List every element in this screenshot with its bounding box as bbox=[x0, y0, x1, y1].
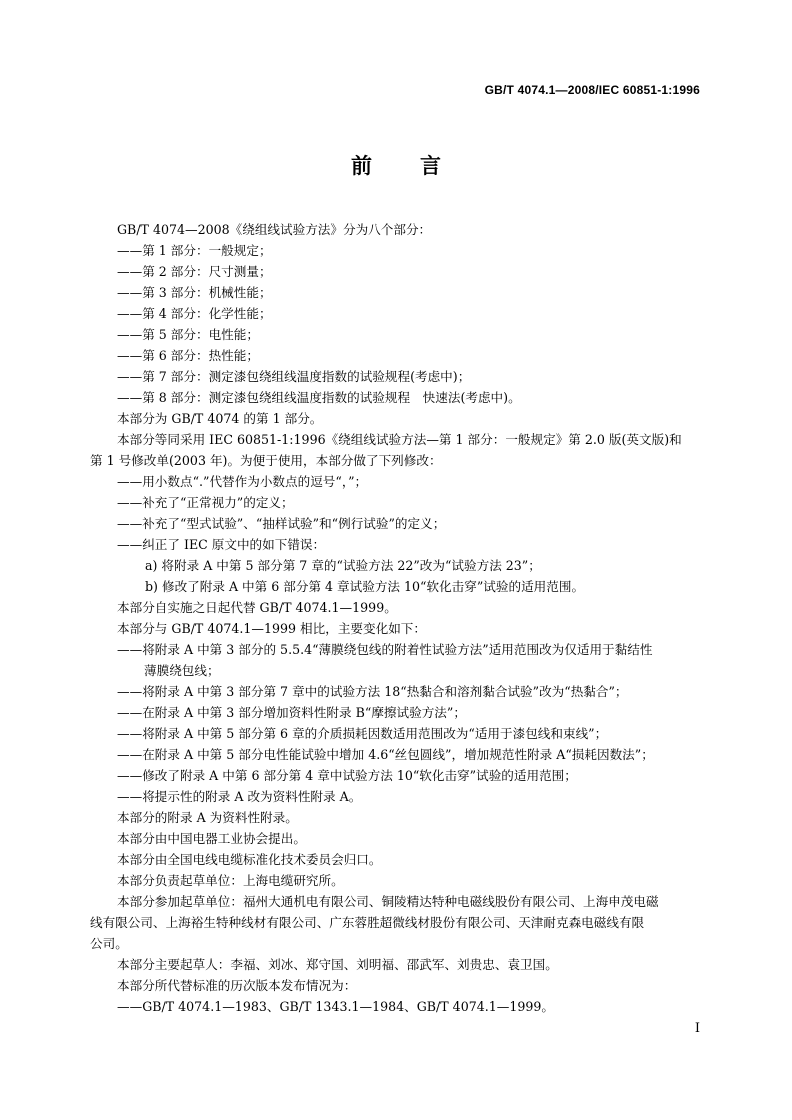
text-line: ——在附录 A 中第 3 部分增加资料性附录 B“摩擦试验方法”； bbox=[117, 705, 466, 720]
title-char-1: 前 bbox=[351, 154, 372, 178]
page-title bbox=[0, 150, 792, 180]
foreword-body bbox=[90, 219, 702, 1017]
text-line: 线有限公司、上海裕生特种线材有限公司、广东蓉胜超微线材股份有限公司、天津耐克森电磁线有限 bbox=[90, 915, 645, 930]
text-line: 本部分主要起草人：李福、刘冰、郑守国、刘明福、邵武军、刘贵忠、袁卫国。 bbox=[117, 957, 558, 972]
text-line: ——将附录 A 中第 3 部分的 5.5.4“薄膜绕包线的附着性试验方法”适用范围改为仅适用于黏结性 bbox=[117, 642, 653, 657]
text-line: 本部分由中国电器工业协会提出。 bbox=[117, 831, 306, 846]
text-line: b) 修改了附录 A 中第 6 部分第 4 章试验方法 10“软化击穿”试验的适用范围。 bbox=[145, 579, 585, 594]
text-line: ——补充了“正常视力”的定义； bbox=[117, 495, 294, 510]
text-line: ——第 1 部分：一般规定； bbox=[117, 243, 272, 258]
text-line: ——将提示性的附录 A 改为资料性附录 A。 bbox=[117, 789, 362, 804]
text-line: ——第 7 部分：测定漆包绕组线温度指数的试验规程(考虑中)； bbox=[117, 369, 471, 384]
page-number: I bbox=[694, 1021, 700, 1036]
text-line: 薄膜绕包线； bbox=[144, 663, 220, 678]
standard-code-header: GB/T 4074.1—2008/IEC 60851-1:1996 bbox=[484, 83, 700, 97]
text-line: ——第 3 部分：机械性能； bbox=[117, 285, 272, 300]
text-line: 本部分由全国电线电缆标准化技术委员会归口。 bbox=[117, 852, 382, 867]
text-line: 公司。 bbox=[90, 936, 128, 951]
text-line: ——纠正了 IEC 原文中的如下错误： bbox=[117, 537, 326, 552]
text-line: 第 1 号修改单(2003 年)。为便于使用，本部分做了下列修改： bbox=[90, 453, 442, 468]
text-line: ——第 6 部分：热性能； bbox=[117, 348, 259, 363]
text-line: ——修改了附录 A 中第 6 部分第 4 章中试验方法 10“软化击穿”试验的适用范围； bbox=[117, 768, 577, 783]
text-line: 本部分的附录 A 为资料性附录。 bbox=[117, 810, 298, 825]
text-line: a) 将附录 A 中第 5 部分第 7 章的“试验方法 22”改为“试验方法 23”； bbox=[145, 558, 541, 573]
text-line: ——将附录 A 中第 3 部分第 7 章中的试验方法 18“热黏合和溶剂黏合试验”改为“热黏合”； bbox=[117, 684, 628, 699]
text-line: 本部分为 GB/T 4074 的第 1 部分。 bbox=[117, 411, 323, 426]
text-line: 本部分所代替标准的历次版本发布情况为： bbox=[117, 978, 357, 993]
text-line: ——第 2 部分：尺寸测量； bbox=[117, 264, 272, 279]
text-line: ——第 5 部分：电性能； bbox=[117, 327, 259, 342]
text-line: ——补充了“型式试验”、“抽样试验”和“例行试验”的定义； bbox=[117, 516, 446, 531]
text-line: ——第 8 部分：测定漆包绕组线温度指数的试验规程 快速法(考虑中)。 bbox=[117, 390, 521, 405]
text-line: ——用小数点“.”代替作为小数点的逗号“，”； bbox=[117, 474, 368, 489]
text-line: 本部分负责起草单位：上海电缆研究所。 bbox=[117, 873, 344, 888]
text-line: GB/T 4074—2008《绕组线试验方法》分为八个部分： bbox=[117, 222, 432, 237]
text-line: 本部分与 GB/T 4074.1—1999 相比，主要变化如下： bbox=[117, 621, 426, 636]
text-line: ——在附录 A 中第 5 部分电性能试验中增加 4.6“丝包圆线”，增加规范性附录 A“损耗因数法”； bbox=[117, 747, 654, 762]
text-line: 本部分参加起草单位：福州大通机电有限公司、铜陵精达特种电磁线股份有限公司、上海申茂电磁 bbox=[117, 894, 659, 909]
text-line: ——将附录 A 中第 5 部分第 6 章的介质损耗因数适用范围改为“适用于漆包线和束线”； bbox=[117, 726, 608, 741]
text-line: ——GB/T 4074.1—1983、GB/T 1343.1—1984、GB/T 4074.1—1999。 bbox=[117, 999, 554, 1014]
title-char-2: 言 bbox=[420, 154, 441, 178]
text-line: 本部分等同采用 IEC 60851-1:1996《绕组线试验方法—第 1 部分：一般规定》第 2.0 版(英文版)和 bbox=[117, 432, 682, 447]
text-line: ——第 4 部分：化学性能； bbox=[117, 306, 272, 321]
text-line: 本部分自实施之日起代替 GB/T 4074.1—1999。 bbox=[117, 600, 397, 615]
